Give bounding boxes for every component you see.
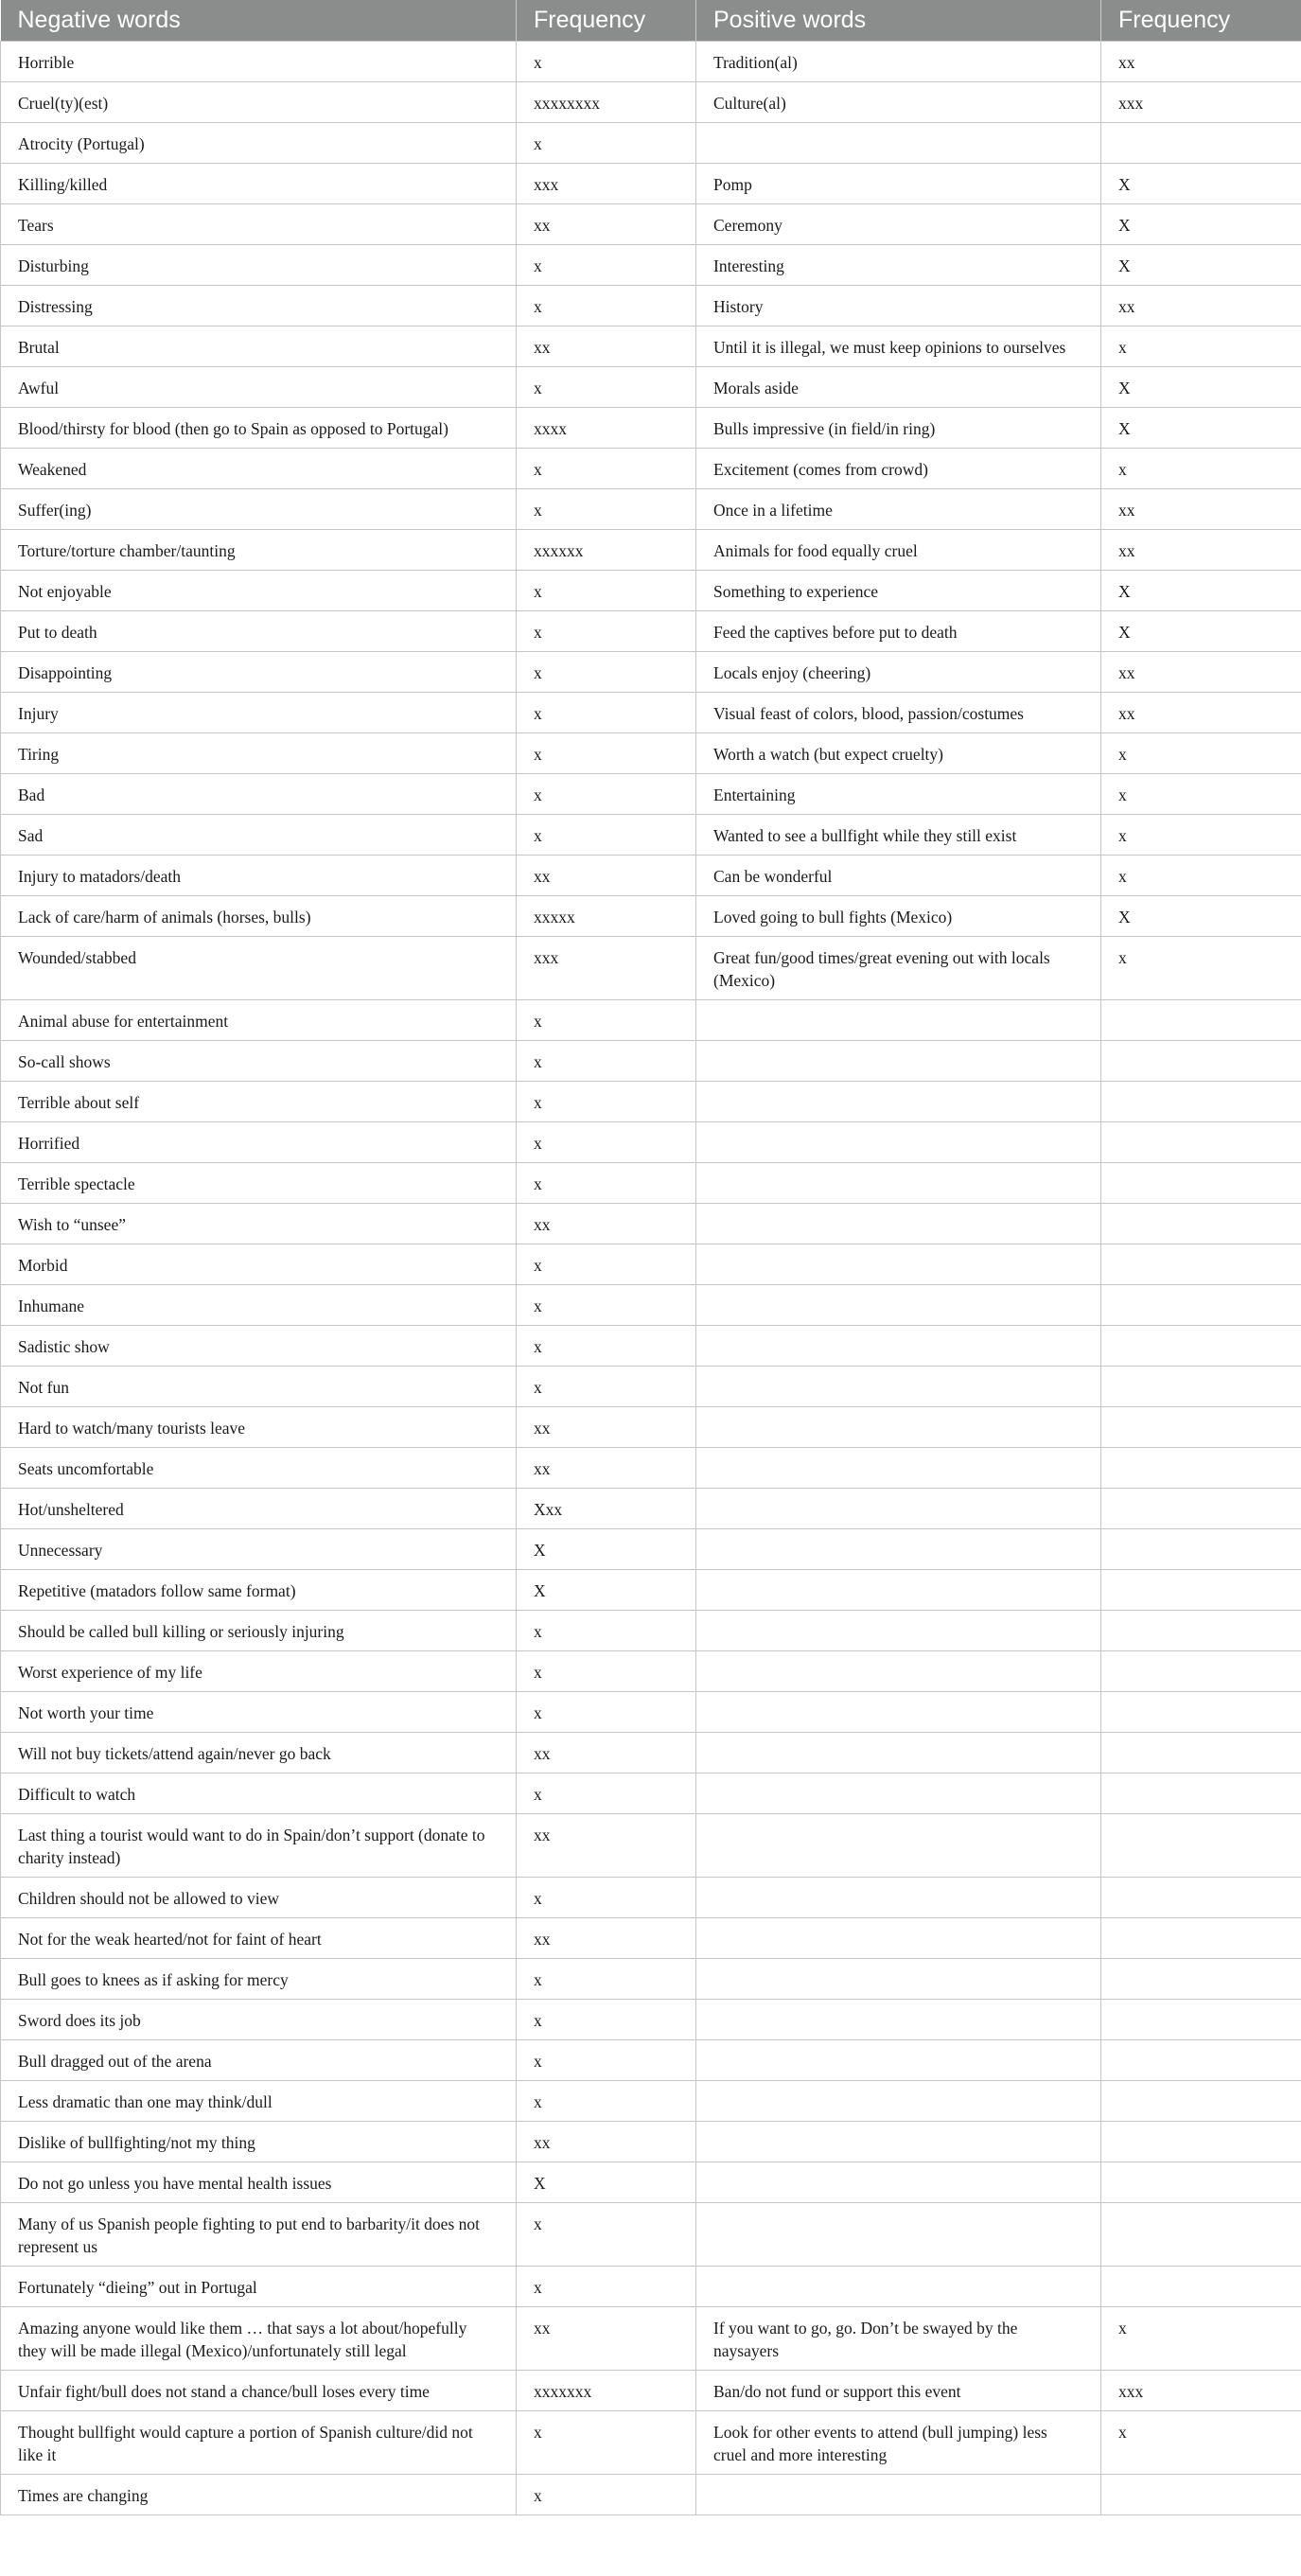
positive-frequency-cell (1101, 999, 1301, 1040)
positive-frequency-cell: xx (1101, 529, 1301, 570)
negative-word-cell: Do not go unless you have mental health issues (1, 2161, 517, 2202)
positive-frequency-cell: x (1101, 326, 1301, 366)
positive-word-cell (696, 2161, 1101, 2202)
negative-frequency-cell: x (517, 1040, 696, 1081)
table-row (1, 2370, 1301, 2410)
positive-frequency-cell: xx (1101, 285, 1301, 326)
negative-frequency-cell: x (517, 2202, 696, 2266)
positive-frequency-cell: X (1101, 244, 1301, 285)
positive-word-cell: Can be wonderful (696, 855, 1101, 895)
table-row (1, 448, 1301, 488)
table-row (1, 999, 1301, 1040)
positive-frequency-cell: xx (1101, 41, 1301, 81)
negative-word-cell: Unfair fight/bull does not stand a chance/bull loses every time (1, 2370, 517, 2410)
negative-word-cell: Terrible about self (1, 1081, 517, 1121)
table-row (1, 1773, 1301, 1813)
positive-frequency-cell: X (1101, 895, 1301, 936)
positive-word-cell (696, 1569, 1101, 1610)
positive-word-cell: Interesting (696, 244, 1101, 285)
table-row (1, 203, 1301, 244)
negative-frequency-cell: xx (517, 2306, 696, 2370)
negative-frequency-cell: x (517, 1691, 696, 1732)
positive-frequency-cell (1101, 1650, 1301, 1691)
positive-word-cell (696, 1081, 1101, 1121)
negative-frequency-cell: x (517, 2474, 696, 2514)
positive-frequency-cell (1101, 1958, 1301, 1999)
negative-word-cell: Killing/killed (1, 163, 517, 203)
positive-frequency-cell: xx (1101, 488, 1301, 529)
table-row (1, 2266, 1301, 2306)
table-row (1, 610, 1301, 651)
positive-word-cell (696, 1488, 1101, 1528)
table-row (1, 1610, 1301, 1650)
negative-word-cell: Hot/unsheltered (1, 1488, 517, 1528)
positive-word-cell: Culture(al) (696, 81, 1101, 122)
table-row (1, 1528, 1301, 1569)
positive-word-cell: If you want to go, go. Don’t be swayed by the naysayers (696, 2306, 1101, 2370)
negative-frequency-cell: Xxx (517, 1488, 696, 1528)
positive-word-cell: History (696, 285, 1101, 326)
table-row (1, 1917, 1301, 1958)
positive-frequency-cell (1101, 1081, 1301, 1121)
negative-word-cell: Horrible (1, 41, 517, 81)
positive-frequency-cell (1101, 1528, 1301, 1569)
negative-word-cell: Suffer(ing) (1, 488, 517, 529)
negative-frequency-cell: x (517, 773, 696, 814)
positive-word-cell (696, 1447, 1101, 1488)
positive-frequency-cell: xx (1101, 692, 1301, 732)
positive-word-cell: Loved going to bull fights (Mexico) (696, 895, 1101, 936)
negative-frequency-cell: xx (517, 2121, 696, 2161)
positive-frequency-cell: x (1101, 936, 1301, 999)
positive-word-cell: Ban/do not fund or support this event (696, 2370, 1101, 2410)
table-row (1, 1447, 1301, 1488)
negative-word-cell: Hard to watch/many tourists leave (1, 1406, 517, 1447)
table-row (1, 1244, 1301, 1284)
negative-frequency-cell: x (517, 366, 696, 407)
positive-frequency-cell: X (1101, 366, 1301, 407)
negative-word-cell: Sad (1, 814, 517, 855)
negative-word-cell: Difficult to watch (1, 1773, 517, 1813)
positive-frequency-cell (1101, 2474, 1301, 2514)
positive-word-cell (696, 2266, 1101, 2306)
table-row (1, 1650, 1301, 1691)
positive-frequency-cell (1101, 1732, 1301, 1773)
positive-word-cell (696, 1813, 1101, 1877)
negative-frequency-cell: x (517, 122, 696, 163)
negative-frequency-cell: x (517, 692, 696, 732)
positive-word-cell (696, 1877, 1101, 1917)
table-body (1, 41, 1301, 2514)
positive-frequency-cell (1101, 1610, 1301, 1650)
positive-word-cell (696, 2474, 1101, 2514)
positive-frequency-cell: x (1101, 448, 1301, 488)
table-row (1, 163, 1301, 203)
positive-word-cell (696, 1040, 1101, 1081)
positive-word-cell (696, 122, 1101, 163)
table-row (1, 326, 1301, 366)
table-row (1, 1691, 1301, 1732)
negative-word-cell: Amazing anyone would like them … that says a lot about/hopefully they will be made illegal (Mexico)/unfortunately still legal (1, 2306, 517, 2370)
positive-word-cell (696, 2121, 1101, 2161)
negative-word-cell: Distressing (1, 285, 517, 326)
negative-frequency-cell: x (517, 1121, 696, 1162)
positive-word-cell (696, 1244, 1101, 1284)
positive-frequency-cell (1101, 1121, 1301, 1162)
positive-word-cell (696, 1999, 1101, 2039)
table-row (1, 1366, 1301, 1406)
table-row (1, 407, 1301, 448)
positive-word-cell (696, 1162, 1101, 1203)
negative-frequency-cell: xxxxxxx (517, 2370, 696, 2410)
positive-word-cell: Animals for food equally cruel (696, 529, 1101, 570)
table-row (1, 2306, 1301, 2370)
negative-word-cell: Bad (1, 773, 517, 814)
positive-word-cell: Something to experience (696, 570, 1101, 610)
table-row (1, 570, 1301, 610)
table-row (1, 122, 1301, 163)
positive-frequency-cell (1101, 1244, 1301, 1284)
table-row (1, 81, 1301, 122)
table-row (1, 1121, 1301, 1162)
table-row (1, 244, 1301, 285)
negative-frequency-cell: x (517, 570, 696, 610)
positive-word-cell (696, 1121, 1101, 1162)
negative-word-cell: Thought bullfight would capture a portion of Spanish culture/did not like it (1, 2410, 517, 2474)
negative-word-cell: Tiring (1, 732, 517, 773)
positive-word-cell (696, 1773, 1101, 1813)
table-row (1, 1732, 1301, 1773)
positive-word-cell (696, 1610, 1101, 1650)
table-row (1, 773, 1301, 814)
negative-word-cell: Not for the weak hearted/not for faint of heart (1, 1917, 517, 1958)
negative-frequency-cell: xxxxxxxx (517, 81, 696, 122)
positive-frequency-cell (1101, 1203, 1301, 1244)
positive-frequency-cell (1101, 1999, 1301, 2039)
negative-frequency-cell: x (517, 448, 696, 488)
table-row (1, 1284, 1301, 1325)
negative-frequency-cell: x (517, 1366, 696, 1406)
positive-word-cell: Once in a lifetime (696, 488, 1101, 529)
positive-frequency-cell: x (1101, 773, 1301, 814)
table-row (1, 1162, 1301, 1203)
positive-frequency-cell (1101, 2266, 1301, 2306)
table-row (1, 692, 1301, 732)
positive-word-cell: Great fun/good times/great evening out with locals (Mexico) (696, 936, 1101, 999)
negative-word-cell: Children should not be allowed to view (1, 1877, 517, 1917)
negative-word-cell: Seats uncomfortable (1, 1447, 517, 1488)
table-row (1, 488, 1301, 529)
negative-word-cell: Fortunately “dieing” out in Portugal (1, 2266, 517, 2306)
negative-frequency-cell: X (517, 2161, 696, 2202)
header-positive-frequency: Frequency (1101, 0, 1301, 41)
negative-word-cell: Should be called bull killing or seriously injuring (1, 1610, 517, 1650)
negative-frequency-cell: x (517, 2410, 696, 2474)
header-negative-frequency: Frequency (517, 0, 696, 41)
positive-frequency-cell (1101, 122, 1301, 163)
positive-frequency-cell (1101, 2121, 1301, 2161)
positive-frequency-cell: x (1101, 2306, 1301, 2370)
table-row (1, 41, 1301, 81)
negative-frequency-cell: xx (517, 203, 696, 244)
positive-frequency-cell: x (1101, 732, 1301, 773)
table-row (1, 2202, 1301, 2266)
negative-frequency-cell: x (517, 1610, 696, 1650)
positive-frequency-cell: xx (1101, 651, 1301, 692)
negative-word-cell: Last thing a tourist would want to do in Spain/don’t support (donate to charity instead) (1, 1813, 517, 1877)
positive-frequency-cell (1101, 1040, 1301, 1081)
negative-frequency-cell: xxx (517, 163, 696, 203)
negative-frequency-cell: x (517, 41, 696, 81)
table-row (1, 814, 1301, 855)
table-row (1, 1958, 1301, 1999)
positive-frequency-cell: x (1101, 855, 1301, 895)
positive-frequency-cell (1101, 1447, 1301, 1488)
negative-frequency-cell: x (517, 1284, 696, 1325)
positive-word-cell (696, 2039, 1101, 2080)
negative-word-cell: Torture/torture chamber/taunting (1, 529, 517, 570)
negative-frequency-cell: xxx (517, 936, 696, 999)
negative-frequency-cell: xx (517, 1406, 696, 1447)
positive-frequency-cell: xxx (1101, 2370, 1301, 2410)
positive-word-cell: Morals aside (696, 366, 1101, 407)
negative-word-cell: Sword does its job (1, 1999, 517, 2039)
table-row (1, 1203, 1301, 1244)
table-row (1, 2410, 1301, 2474)
table-row (1, 1325, 1301, 1366)
negative-frequency-cell: xx (517, 326, 696, 366)
positive-word-cell (696, 1691, 1101, 1732)
positive-word-cell (696, 1366, 1101, 1406)
negative-frequency-cell: x (517, 2266, 696, 2306)
table-row (1, 285, 1301, 326)
positive-word-cell: Ceremony (696, 203, 1101, 244)
negative-frequency-cell: xx (517, 1732, 696, 1773)
negative-word-cell: Dislike of bullfighting/not my thing (1, 2121, 517, 2161)
positive-frequency-cell (1101, 2039, 1301, 2080)
negative-word-cell: Less dramatic than one may think/dull (1, 2080, 517, 2121)
positive-frequency-cell (1101, 1813, 1301, 1877)
table-row (1, 2080, 1301, 2121)
negative-frequency-cell: xx (517, 1917, 696, 1958)
positive-frequency-cell (1101, 1569, 1301, 1610)
negative-word-cell: Horrified (1, 1121, 517, 1162)
positive-frequency-cell (1101, 2202, 1301, 2266)
positive-word-cell: Bulls impressive (in field/in ring) (696, 407, 1101, 448)
negative-word-cell: Bull goes to knees as if asking for mercy (1, 1958, 517, 1999)
negative-frequency-cell: x (517, 1877, 696, 1917)
negative-frequency-cell: x (517, 651, 696, 692)
negative-word-cell: Many of us Spanish people fighting to put end to barbarity/it does not represent us (1, 2202, 517, 2266)
table-row (1, 651, 1301, 692)
table-row (1, 895, 1301, 936)
negative-word-cell: Lack of care/harm of animals (horses, bulls) (1, 895, 517, 936)
negative-word-cell: Times are changing (1, 2474, 517, 2514)
positive-word-cell: Excitement (comes from crowd) (696, 448, 1101, 488)
negative-frequency-cell: x (517, 814, 696, 855)
positive-word-cell: Pomp (696, 163, 1101, 203)
table-row (1, 1999, 1301, 2039)
negative-frequency-cell: x (517, 244, 696, 285)
negative-frequency-cell: x (517, 999, 696, 1040)
negative-word-cell: Weakened (1, 448, 517, 488)
negative-word-cell: Brutal (1, 326, 517, 366)
negative-frequency-cell: xx (517, 1447, 696, 1488)
negative-word-cell: Blood/thirsty for blood (then go to Spain as opposed to Portugal) (1, 407, 517, 448)
negative-word-cell: Atrocity (Portugal) (1, 122, 517, 163)
negative-word-cell: Animal abuse for entertainment (1, 999, 517, 1040)
positive-word-cell (696, 1528, 1101, 1569)
positive-word-cell: Feed the captives before put to death (696, 610, 1101, 651)
negative-word-cell: Tears (1, 203, 517, 244)
positive-word-cell (696, 1325, 1101, 1366)
negative-frequency-cell: x (517, 1650, 696, 1691)
negative-frequency-cell: x (517, 2080, 696, 2121)
negative-word-cell: Disturbing (1, 244, 517, 285)
negative-word-cell: Disappointing (1, 651, 517, 692)
positive-frequency-cell (1101, 1366, 1301, 1406)
negative-frequency-cell: x (517, 1325, 696, 1366)
negative-word-cell: Wounded/stabbed (1, 936, 517, 999)
negative-frequency-cell: X (517, 1569, 696, 1610)
table-row (1, 936, 1301, 999)
table-row (1, 1081, 1301, 1121)
positive-word-cell: Until it is illegal, we must keep opinions to ourselves (696, 326, 1101, 366)
table-row (1, 1040, 1301, 1081)
negative-word-cell: Unnecessary (1, 1528, 517, 1569)
negative-word-cell: Will not buy tickets/attend again/never go back (1, 1732, 517, 1773)
positive-word-cell (696, 1406, 1101, 1447)
positive-word-cell (696, 999, 1101, 1040)
positive-frequency-cell: X (1101, 610, 1301, 651)
header-positive-words: Positive words (696, 0, 1101, 41)
negative-frequency-cell: xxxxx (517, 895, 696, 936)
positive-frequency-cell: xxx (1101, 81, 1301, 122)
positive-frequency-cell: X (1101, 203, 1301, 244)
positive-word-cell: Locals enjoy (cheering) (696, 651, 1101, 692)
positive-word-cell (696, 2080, 1101, 2121)
negative-word-cell: Not enjoyable (1, 570, 517, 610)
negative-frequency-cell: xx (517, 1813, 696, 1877)
positive-word-cell (696, 1732, 1101, 1773)
positive-word-cell: Tradition(al) (696, 41, 1101, 81)
positive-word-cell: Worth a watch (but expect cruelty) (696, 732, 1101, 773)
positive-word-cell (696, 1958, 1101, 1999)
negative-word-cell: Bull dragged out of the arena (1, 2039, 517, 2080)
positive-frequency-cell (1101, 2080, 1301, 2121)
positive-word-cell (696, 1284, 1101, 1325)
negative-frequency-cell: x (517, 732, 696, 773)
table-row (1, 1569, 1301, 1610)
negative-frequency-cell: x (517, 1773, 696, 1813)
negative-frequency-cell: x (517, 1244, 696, 1284)
table-row (1, 2121, 1301, 2161)
negative-word-cell: Not worth your time (1, 1691, 517, 1732)
negative-frequency-cell: X (517, 1528, 696, 1569)
negative-word-cell: Cruel(ty)(est) (1, 81, 517, 122)
negative-frequency-cell: xx (517, 855, 696, 895)
negative-word-cell: Wish to “unsee” (1, 1203, 517, 1244)
negative-word-cell: Sadistic show (1, 1325, 517, 1366)
positive-word-cell (696, 1203, 1101, 1244)
positive-frequency-cell (1101, 1284, 1301, 1325)
table-row (1, 732, 1301, 773)
table-row (1, 366, 1301, 407)
negative-frequency-cell: x (517, 1958, 696, 1999)
negative-frequency-cell: xxxxxx (517, 529, 696, 570)
positive-word-cell (696, 1917, 1101, 1958)
negative-frequency-cell: x (517, 285, 696, 326)
table-row (1, 2474, 1301, 2514)
table-row (1, 2039, 1301, 2080)
positive-frequency-cell (1101, 1406, 1301, 1447)
positive-word-cell: Visual feast of colors, blood, passion/costumes (696, 692, 1101, 732)
negative-word-cell: So-call shows (1, 1040, 517, 1081)
negative-frequency-cell: x (517, 2039, 696, 2080)
positive-frequency-cell (1101, 1488, 1301, 1528)
positive-frequency-cell (1101, 1773, 1301, 1813)
positive-frequency-cell (1101, 2161, 1301, 2202)
positive-frequency-cell: X (1101, 163, 1301, 203)
table-row (1, 1406, 1301, 1447)
negative-word-cell: Inhumane (1, 1284, 517, 1325)
positive-frequency-cell: X (1101, 407, 1301, 448)
table-row (1, 855, 1301, 895)
negative-word-cell: Awful (1, 366, 517, 407)
table-header-row (1, 0, 1301, 41)
table-row (1, 1813, 1301, 1877)
negative-frequency-cell: x (517, 1162, 696, 1203)
positive-frequency-cell (1101, 1325, 1301, 1366)
negative-frequency-cell: x (517, 1999, 696, 2039)
negative-frequency-cell: xx (517, 1203, 696, 1244)
negative-word-cell: Morbid (1, 1244, 517, 1284)
table-row (1, 1877, 1301, 1917)
negative-frequency-cell: xxxx (517, 407, 696, 448)
positive-frequency-cell (1101, 1877, 1301, 1917)
negative-word-cell: Worst experience of my life (1, 1650, 517, 1691)
table-row (1, 1488, 1301, 1528)
table-row (1, 529, 1301, 570)
positive-frequency-cell: x (1101, 2410, 1301, 2474)
negative-frequency-cell: x (517, 610, 696, 651)
positive-word-cell (696, 1650, 1101, 1691)
header-negative-words: Negative words (1, 0, 517, 41)
positive-frequency-cell: x (1101, 814, 1301, 855)
positive-frequency-cell (1101, 1162, 1301, 1203)
positive-word-cell: Entertaining (696, 773, 1101, 814)
positive-word-cell: Look for other events to attend (bull jumping) less cruel and more interesting (696, 2410, 1101, 2474)
negative-word-cell: Terrible spectacle (1, 1162, 517, 1203)
negative-frequency-cell: x (517, 1081, 696, 1121)
negative-word-cell: Not fun (1, 1366, 517, 1406)
table-row (1, 2161, 1301, 2202)
negative-frequency-cell: x (517, 488, 696, 529)
negative-word-cell: Repetitive (matadors follow same format) (1, 1569, 517, 1610)
negative-word-cell: Injury (1, 692, 517, 732)
positive-word-cell (696, 2202, 1101, 2266)
negative-word-cell: Put to death (1, 610, 517, 651)
positive-frequency-cell (1101, 1691, 1301, 1732)
positive-frequency-cell (1101, 1917, 1301, 1958)
positive-word-cell: Wanted to see a bullfight while they still exist (696, 814, 1101, 855)
negative-word-cell: Injury to matadors/death (1, 855, 517, 895)
positive-frequency-cell: X (1101, 570, 1301, 610)
